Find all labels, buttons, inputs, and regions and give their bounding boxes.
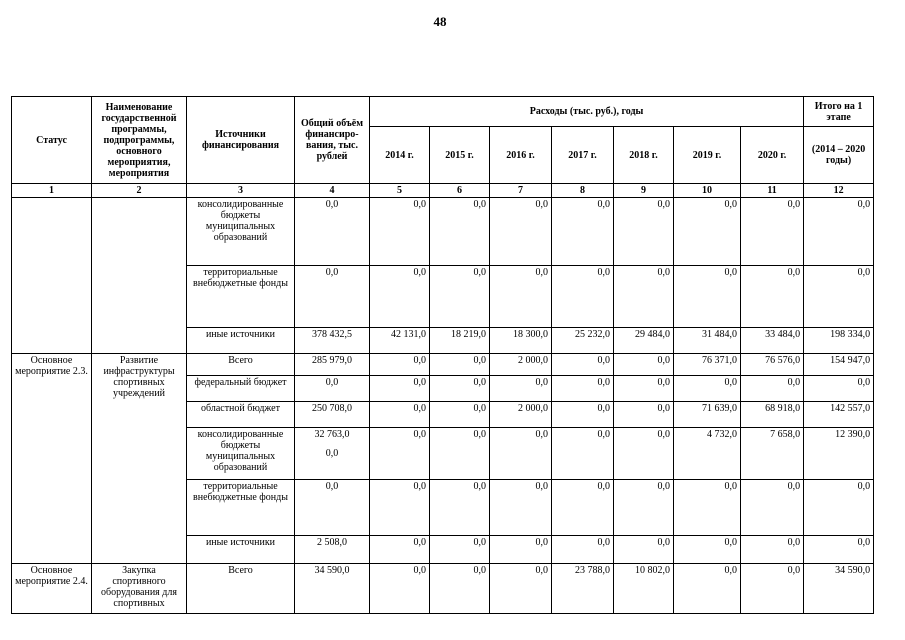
year-value-cell: 0,0 (674, 376, 741, 402)
total-cell (295, 266, 370, 328)
itogo-cell: 12 390,0 (804, 428, 874, 480)
header-year: 2014 г. (370, 127, 430, 184)
itogo-cell: 34 590,0 (804, 564, 874, 614)
year-value-cell: 0,0 (370, 266, 430, 328)
header-expenses: Расходы (тыс. руб.), годы (370, 97, 804, 127)
year-value-cell: 0,0 (370, 480, 430, 536)
year-value-cell: 0,0 (741, 480, 804, 536)
year-value-cell: 0,0 (674, 564, 741, 614)
year-value-cell: 0,0 (741, 376, 804, 402)
status-cell: Основное мероприятие 2.4. (12, 564, 92, 614)
total-cell (295, 480, 370, 536)
year-value-cell: 0,0 (614, 198, 674, 266)
year-value-cell: 0,0 (430, 376, 490, 402)
year-value-cell: 0,0 (614, 428, 674, 480)
source-cell: иные источники (187, 536, 295, 564)
year-value-cell: 0,0 (552, 480, 614, 536)
year-value-cell: 0,0 (614, 536, 674, 564)
itogo-cell: 198 334,0 (804, 328, 874, 354)
year-value-cell: 42 131,0 (370, 328, 430, 354)
year-value-cell: 29 484,0 (614, 328, 674, 354)
total-value: 34 590,0 (314, 565, 350, 576)
col-index: 8 (552, 184, 614, 198)
header-status: Статус (12, 97, 92, 184)
source-cell: Всего (187, 354, 295, 376)
year-value-cell: 0,0 (430, 480, 490, 536)
year-value-cell: 0,0 (614, 402, 674, 428)
itogo-cell: 0,0 (804, 266, 874, 328)
total-value: 285 979,0 (312, 355, 352, 366)
year-value-cell: 0,0 (490, 198, 552, 266)
year-value-cell: 0,0 (552, 428, 614, 480)
year-value-cell: 10 802,0 (614, 564, 674, 614)
year-value-cell: 0,0 (674, 266, 741, 328)
name-cell: Развитие инфраструктуры спортивных учреждений (92, 354, 187, 564)
total-value: 378 432,5 (312, 329, 352, 340)
year-value-cell: 0,0 (552, 198, 614, 266)
year-value-cell: 0,0 (614, 266, 674, 328)
source-cell: областной бюджет (187, 402, 295, 428)
total-cell (295, 428, 370, 480)
col-index: 1 (12, 184, 92, 198)
header-year: 2020 г. (741, 127, 804, 184)
col-index: 7 (490, 184, 552, 198)
year-value-cell: 0,0 (490, 428, 552, 480)
source-cell: территориальные внебюджетные фонды (187, 480, 295, 536)
year-value-cell: 2 000,0 (490, 402, 552, 428)
year-value-cell: 0,0 (370, 428, 430, 480)
year-value-cell: 0,0 (370, 564, 430, 614)
source-cell: Всего (187, 564, 295, 614)
header-year: 2016 г. (490, 127, 552, 184)
year-value-cell: 0,0 (552, 354, 614, 376)
year-value-cell: 0,0 (430, 354, 490, 376)
total-value: 0,0 (325, 481, 339, 492)
table-row (12, 354, 874, 376)
year-value-cell: 0,0 (614, 376, 674, 402)
year-value-cell: 0,0 (490, 480, 552, 536)
table-row (12, 198, 874, 266)
year-value-cell: 76 576,0 (741, 354, 804, 376)
header-sources: Источники финансирования (187, 97, 295, 184)
year-value-cell: 0,0 (552, 402, 614, 428)
header-total: Общий объём финансиро-вания, тыс. рублей (295, 97, 370, 184)
budget-table (11, 96, 874, 614)
col-index: 9 (614, 184, 674, 198)
year-value-cell: 0,0 (370, 402, 430, 428)
year-value-cell: 0,0 (430, 402, 490, 428)
col-index: 3 (187, 184, 295, 198)
itogo-cell: 142 557,0 (804, 402, 874, 428)
name-cell: Закупка спортивного оборудования для спортивных (92, 564, 187, 614)
col-index: 2 (92, 184, 187, 198)
source-cell: иные источники (187, 328, 295, 354)
header-period: (2014 – 2020 годы) (804, 127, 874, 184)
col-index: 6 (430, 184, 490, 198)
header-year: 2019 г. (674, 127, 741, 184)
header-year: 2017 г. (552, 127, 614, 184)
total-cell (295, 198, 370, 266)
year-value-cell: 0,0 (430, 564, 490, 614)
source-cell: федеральный бюджет (187, 376, 295, 402)
year-value-cell: 0,0 (490, 536, 552, 564)
year-value-cell: 0,0 (741, 198, 804, 266)
year-value-cell: 0,0 (430, 536, 490, 564)
year-value-cell: 0,0 (370, 536, 430, 564)
total-value: 250 708,0 (312, 403, 352, 414)
year-value-cell: 0,0 (430, 198, 490, 266)
table-body (12, 198, 874, 614)
status-cell: Основное мероприятие 2.3. (12, 354, 92, 564)
total-value: 0,0 (325, 199, 339, 210)
col-index: 5 (370, 184, 430, 198)
year-value-cell: 4 732,0 (674, 428, 741, 480)
itogo-cell: 154 947,0 (804, 354, 874, 376)
header-itogo: Итого на 1 этапе (804, 97, 874, 127)
page-number: 48 (433, 14, 447, 29)
year-value-cell: 71 639,0 (674, 402, 741, 428)
total-cell (295, 328, 370, 354)
year-value-cell: 18 219,0 (430, 328, 490, 354)
col-index: 12 (804, 184, 874, 198)
col-index: 11 (741, 184, 804, 198)
header-name: Наименование государственной программы, подпрограммы, основного мероприятия, мероприятия (92, 97, 187, 184)
year-value-cell: 0,0 (614, 354, 674, 376)
year-value-cell: 0,0 (674, 198, 741, 266)
year-value-cell: 0,0 (614, 480, 674, 536)
year-value-cell: 0,0 (430, 428, 490, 480)
source-cell: территориальные внебюджетные фонды (187, 266, 295, 328)
total-value: 32 763,0 (314, 429, 350, 440)
status-cell (12, 198, 92, 354)
column-index-row (12, 184, 874, 198)
total-cell (295, 536, 370, 564)
year-value-cell: 0,0 (674, 536, 741, 564)
year-value-cell: 7 658,0 (741, 428, 804, 480)
itogo-cell: 0,0 (804, 536, 874, 564)
year-value-cell: 0,0 (370, 198, 430, 266)
total-value: 2 508,0 (317, 537, 347, 548)
year-value-cell: 68 918,0 (741, 402, 804, 428)
total-cell (295, 564, 370, 614)
total-value: 0,0 (325, 377, 339, 388)
itogo-cell: 0,0 (804, 376, 874, 402)
header-year: 2018 г. (614, 127, 674, 184)
year-value-cell: 18 300,0 (490, 328, 552, 354)
header-year: 2015 г. (430, 127, 490, 184)
year-value-cell: 2 000,0 (490, 354, 552, 376)
total-cell (295, 354, 370, 376)
table-row (12, 564, 874, 614)
year-value-cell: 0,0 (490, 376, 552, 402)
source-cell: консолидированные бюджеты муниципальных образований (187, 428, 295, 480)
year-value-cell: 0,0 (490, 266, 552, 328)
year-value-cell: 23 788,0 (552, 564, 614, 614)
year-value-cell: 0,0 (552, 536, 614, 564)
year-value-cell: 0,0 (674, 480, 741, 536)
year-value-cell: 0,0 (490, 564, 552, 614)
total-cell (295, 376, 370, 402)
source-cell: консолидированные бюджеты муниципальных образований (187, 198, 295, 266)
total-value-secondary: 0,0 (325, 448, 339, 459)
col-index: 10 (674, 184, 741, 198)
year-value-cell: 25 232,0 (552, 328, 614, 354)
itogo-cell: 0,0 (804, 480, 874, 536)
year-value-cell: 76 371,0 (674, 354, 741, 376)
total-value: 0,0 (325, 267, 339, 278)
year-value-cell: 0,0 (430, 266, 490, 328)
year-value-cell: 0,0 (370, 354, 430, 376)
year-value-cell: 31 484,0 (674, 328, 741, 354)
year-value-cell: 0,0 (741, 564, 804, 614)
year-value-cell: 33 484,0 (741, 328, 804, 354)
name-cell (92, 198, 187, 354)
total-cell (295, 402, 370, 428)
col-index: 4 (295, 184, 370, 198)
year-value-cell: 0,0 (552, 266, 614, 328)
year-value-cell: 0,0 (741, 266, 804, 328)
itogo-cell: 0,0 (804, 198, 874, 266)
year-value-cell: 0,0 (552, 376, 614, 402)
year-value-cell: 0,0 (741, 536, 804, 564)
year-value-cell: 0,0 (370, 376, 430, 402)
